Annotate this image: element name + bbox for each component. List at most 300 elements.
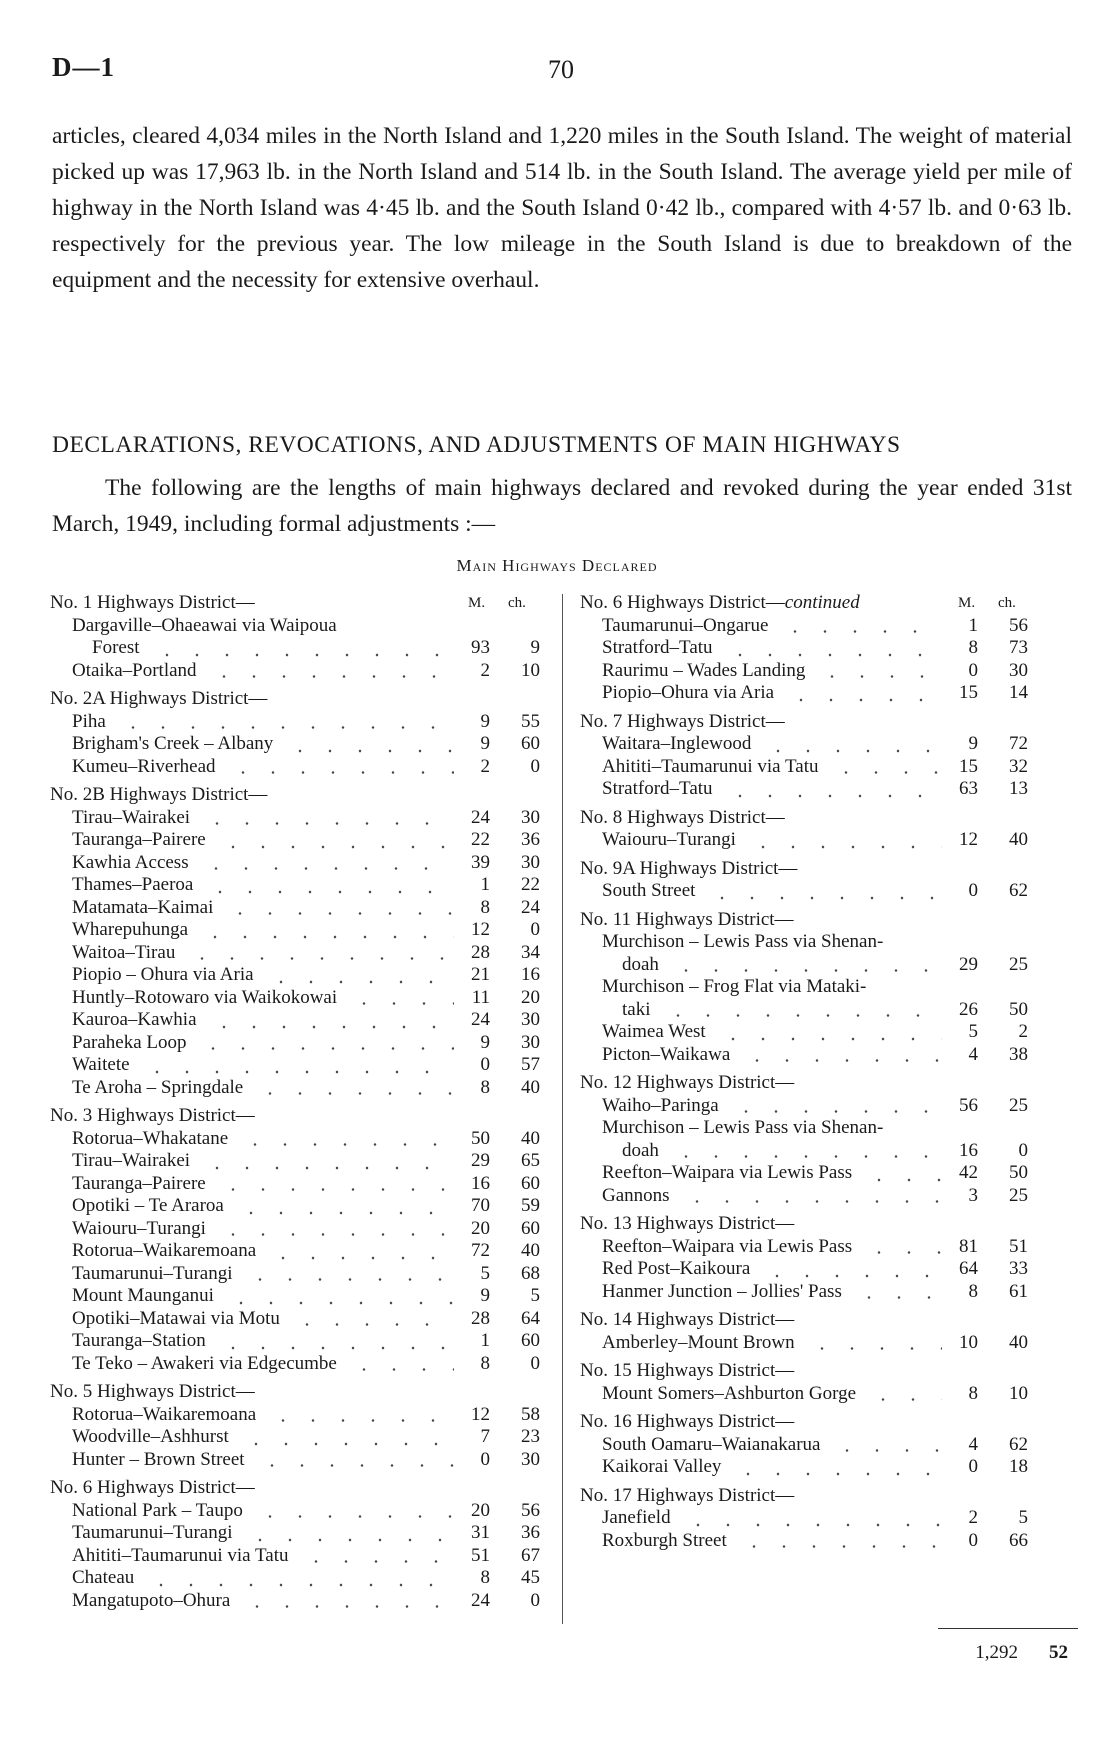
highway-name: South Oamaru–Waianakarua — [602, 1433, 821, 1455]
chains-value: 40 — [521, 1127, 540, 1149]
chains-value: 30 — [521, 1031, 540, 1053]
leader-dots — [142, 1567, 454, 1590]
leader-dots — [253, 1449, 454, 1472]
district-heading-text: No. 6 Highways District— — [50, 1477, 255, 1498]
chains-value: 57 — [521, 1054, 540, 1075]
miles-value: 7 — [480, 1426, 490, 1447]
district-heading — [580, 1309, 1074, 1332]
highway-name: Stratford–Tatu — [602, 778, 713, 799]
miles-value: 42 — [959, 1162, 978, 1183]
highway-name: Tauranga–Pairere — [72, 829, 206, 850]
chains-value: 2 — [1018, 1021, 1028, 1042]
miles-value: 8 — [968, 637, 978, 658]
miles-value: 0 — [968, 659, 978, 681]
district-heading-text: No. 17 Highways District— — [580, 1484, 795, 1506]
leader-dots — [236, 1128, 454, 1151]
district-heading — [50, 1105, 555, 1128]
miles-value: 5 — [968, 1021, 978, 1042]
miles-value: 1 — [968, 614, 978, 636]
highway-name: Tauranga–Pairere — [72, 1172, 206, 1194]
chains-value: 51 — [1009, 1235, 1028, 1257]
miles-value: 10 — [959, 1331, 978, 1353]
unit-chains: ch. — [998, 595, 1016, 611]
highway-name: Waitoa–Tirau — [72, 941, 176, 963]
chains-value: 50 — [1009, 1162, 1028, 1183]
table-row — [50, 733, 555, 756]
table-row — [580, 1281, 1074, 1304]
miles-value: 0 — [480, 1448, 490, 1470]
chains-value: 60 — [521, 1172, 540, 1194]
district-heading — [580, 592, 1074, 615]
chains-value: 20 — [521, 986, 540, 1008]
highway-name: Reefton–Waipara via Lewis Pass — [602, 1235, 853, 1257]
chains-value: 56 — [521, 1499, 540, 1521]
leader-dots — [860, 1236, 942, 1259]
district-heading — [50, 592, 555, 615]
leader-dots — [214, 1173, 454, 1196]
district-heading-text: No. 7 Highways District— — [580, 710, 785, 732]
miles-value: 29 — [959, 953, 978, 975]
highway-name: doah — [622, 953, 659, 975]
highway-name: National Park – Taupo — [72, 1499, 243, 1521]
leader-dots — [714, 1021, 942, 1044]
highway-name: Matamata–Kaimai — [72, 896, 214, 918]
page-number: 70 — [548, 55, 574, 84]
leader-dots — [198, 807, 454, 830]
chains-value: 32 — [1009, 755, 1028, 777]
table-row — [580, 1140, 1074, 1163]
total-miles: 1,292 — [975, 1642, 1018, 1663]
chains-value: 14 — [1009, 682, 1028, 703]
table-row — [50, 1545, 555, 1568]
chains-value: 13 — [1009, 778, 1028, 799]
district-heading — [580, 807, 1074, 830]
table-row — [50, 874, 555, 897]
table-row — [50, 1500, 555, 1523]
table-row — [580, 1530, 1074, 1553]
leader-dots — [729, 1456, 942, 1479]
chains-value: 0 — [530, 919, 540, 940]
highway-name: Mount Maunganui — [72, 1285, 214, 1306]
chains-value: 62 — [1009, 880, 1028, 901]
table-row — [580, 1456, 1074, 1479]
miles-value: 8 — [480, 1076, 490, 1098]
miles-value: 2 — [968, 1507, 978, 1528]
chains-value: 22 — [521, 874, 540, 895]
leader-dots — [114, 711, 454, 734]
chains-value: 10 — [521, 659, 540, 681]
chains-value: 30 — [521, 851, 540, 873]
table-row — [50, 1285, 555, 1308]
leader-dots — [148, 637, 454, 660]
leader-dots — [782, 682, 942, 705]
table-row — [580, 931, 1074, 954]
miles-value: 72 — [471, 1240, 490, 1261]
district-heading — [580, 1485, 1074, 1508]
chains-value: 5 — [530, 1285, 540, 1306]
table-row — [50, 829, 555, 852]
table-subtitle: Main Highways Declared — [456, 556, 658, 575]
section-intro: The following are the lengths of main highways declared and revoked during the year ended 31st March, 1949, including formal adjustments :— — [52, 475, 1072, 537]
miles-value: 2 — [480, 659, 490, 681]
miles-value: 12 — [471, 919, 490, 940]
leader-dots — [735, 1530, 942, 1553]
leader-dots — [703, 880, 942, 903]
leader-dots — [222, 1285, 454, 1308]
miles-value: 31 — [471, 1522, 490, 1543]
district-heading-text: No. 2B Highways District— — [50, 784, 268, 805]
table-row — [580, 1383, 1074, 1406]
leader-dots — [221, 897, 454, 920]
leader-dots — [138, 1054, 454, 1077]
miles-value: 8 — [968, 1382, 978, 1404]
leader-dots — [828, 1434, 942, 1457]
leader-dots — [678, 1185, 942, 1208]
leader-dots — [238, 1590, 454, 1613]
miles-value: 15 — [959, 682, 978, 703]
highway-name: Forest — [92, 637, 140, 658]
highway-name: doah — [622, 1139, 659, 1161]
highway-name: Huntly–Rotowaro via Waikokowai — [72, 986, 338, 1008]
table-row — [580, 660, 1074, 683]
table-row — [50, 1173, 555, 1196]
highway-name: Te Aroha – Springdale — [72, 1076, 244, 1098]
table-row — [580, 1507, 1074, 1530]
miles-value: 1 — [480, 874, 490, 895]
leader-dots — [776, 615, 942, 638]
leader-dots — [241, 1263, 454, 1286]
table-row — [580, 880, 1074, 903]
table-row — [50, 1404, 555, 1427]
district-heading — [580, 1213, 1074, 1236]
chains-value: 65 — [521, 1150, 540, 1171]
miles-value: 21 — [471, 964, 490, 985]
table-row — [50, 711, 555, 734]
table-row — [580, 999, 1074, 1022]
chains-value: 64 — [521, 1307, 540, 1329]
table-row — [580, 1021, 1074, 1044]
highway-name: Kaikorai Valley — [602, 1456, 722, 1477]
table-row — [580, 733, 1074, 756]
miles-value: 0 — [968, 1529, 978, 1551]
district-block — [580, 711, 1074, 801]
leader-dots — [827, 756, 942, 779]
table-row — [580, 1185, 1074, 1208]
chains-value: 16 — [521, 964, 540, 985]
district-block — [50, 784, 555, 1099]
highway-name: Piopio – Ohura via Aria — [72, 964, 254, 985]
highway-name: Red Post–Kaikoura — [602, 1258, 751, 1279]
district-block — [580, 1485, 1074, 1553]
highway-name: Hunter – Brown Street — [72, 1448, 245, 1470]
district-heading-text: No. 1 Highways District— — [50, 592, 255, 613]
table-row — [50, 964, 555, 987]
table-row — [580, 1434, 1074, 1457]
section-title: DECLARATIONS, REVOCATIONS, AND ADJUSTMENTS OF MAIN HIGHWAYS — [52, 432, 901, 458]
miles-value: 50 — [471, 1127, 490, 1149]
district-heading-text: No. 6 Highways District— — [580, 592, 785, 613]
table-row — [580, 778, 1074, 801]
miles-value: 56 — [959, 1094, 978, 1116]
district-heading — [50, 784, 555, 807]
district-heading-text: No. 14 Highways District— — [580, 1309, 795, 1330]
leader-dots — [197, 852, 454, 875]
miles-value: 20 — [471, 1217, 490, 1239]
highway-name: Tauranga–Station — [72, 1330, 206, 1351]
chains-value: 18 — [1009, 1456, 1028, 1477]
miles-value: 64 — [959, 1258, 978, 1279]
table-row — [50, 1009, 555, 1032]
chains-value: 60 — [521, 733, 540, 754]
highway-name: Chateau — [72, 1567, 135, 1588]
leader-dots — [232, 1195, 454, 1218]
district-heading — [50, 1381, 555, 1404]
chains-value: 59 — [521, 1195, 540, 1216]
highway-name: Reefton–Waipara via Lewis Pass — [602, 1162, 853, 1183]
right-column — [580, 592, 1074, 1558]
table-row — [50, 615, 555, 638]
highway-name: Kumeu–Riverhead — [72, 755, 216, 777]
leader-dots — [198, 1150, 454, 1173]
miles-value: 24 — [471, 1589, 490, 1611]
highway-name: Tirau–Wairakei — [72, 1150, 191, 1171]
chains-value: 0 — [1018, 1139, 1028, 1161]
chains-value: 66 — [1009, 1529, 1028, 1551]
leader-dots — [214, 1330, 454, 1353]
leader-dots — [214, 829, 454, 852]
miles-value: 0 — [968, 1456, 978, 1477]
table-row — [580, 1332, 1074, 1355]
table-row — [50, 1426, 555, 1449]
chains-value: 30 — [521, 1009, 540, 1030]
miles-value: 2 — [480, 755, 490, 777]
highway-name: Hanmer Junction – Jollies' Pass — [602, 1280, 842, 1302]
highway-name: Gannons — [602, 1184, 670, 1206]
miles-value: 16 — [959, 1139, 978, 1161]
total-chains: 52 — [1049, 1642, 1068, 1663]
district-block — [50, 592, 555, 682]
leader-dots — [194, 1032, 454, 1055]
table-row — [50, 1590, 555, 1613]
table-row — [50, 1308, 555, 1331]
miles-value: 11 — [471, 986, 490, 1008]
chains-value: 50 — [1009, 998, 1028, 1020]
district-block — [580, 807, 1074, 852]
highway-name: Dargaville–Ohaeawai via Waipoua — [72, 614, 337, 636]
miles-value: 26 — [959, 998, 978, 1020]
district-heading — [580, 858, 1074, 881]
miles-value: 24 — [471, 806, 490, 828]
district-heading — [580, 1411, 1074, 1434]
miles-value: 9 — [480, 710, 490, 732]
district-block — [50, 688, 555, 778]
district-block — [50, 1477, 555, 1612]
table-row — [50, 1353, 555, 1376]
leader-dots — [659, 999, 942, 1022]
chains-value: 73 — [1009, 637, 1028, 658]
miles-value: 9 — [480, 733, 490, 754]
chains-value: 25 — [1009, 1184, 1028, 1206]
highway-name: Otaika–Portland — [72, 659, 197, 681]
chains-value: 24 — [521, 896, 540, 918]
table-row — [50, 1195, 555, 1218]
table-row — [50, 1522, 555, 1545]
leader-dots — [721, 637, 942, 660]
leader-dots — [224, 756, 454, 779]
table-row — [50, 807, 555, 830]
table-row — [580, 1044, 1074, 1067]
table-row — [50, 1449, 555, 1472]
leader-dots — [214, 1218, 454, 1241]
highway-name: Waimea West — [602, 1021, 706, 1042]
leader-dots — [850, 1281, 942, 1304]
table-row — [50, 987, 555, 1010]
header-reference: D—1 — [52, 52, 115, 82]
miles-value: 93 — [471, 637, 490, 658]
highway-name: Taumarunui–Turangi — [72, 1262, 233, 1284]
table-row — [50, 1263, 555, 1286]
table-row — [50, 1128, 555, 1151]
district-heading-text: No. 13 Highways District— — [580, 1213, 795, 1234]
chains-value: 40 — [521, 1076, 540, 1098]
leader-dots — [288, 1308, 454, 1331]
chains-value: 45 — [521, 1567, 540, 1588]
highway-name: Raurimu – Wades Landing — [602, 659, 806, 681]
highway-name: Kauroa–Kawhia — [72, 1009, 197, 1030]
table-row — [50, 637, 555, 660]
miles-value: 8 — [480, 896, 490, 918]
total-rule — [938, 1628, 1078, 1629]
highway-name: South Street — [602, 880, 696, 901]
miles-value: 12 — [471, 1403, 490, 1425]
district-heading-text: No. 8 Highways District— — [580, 806, 785, 828]
miles-value: 15 — [959, 755, 978, 777]
leader-dots — [727, 1095, 942, 1118]
miles-value: 9 — [480, 1285, 490, 1306]
leader-dots — [803, 1332, 942, 1355]
district-heading — [50, 1477, 555, 1500]
district-block — [580, 592, 1074, 705]
chains-value: 62 — [1009, 1433, 1028, 1455]
highway-name: taki — [622, 998, 651, 1020]
table-row — [580, 954, 1074, 977]
chains-value: 60 — [521, 1330, 540, 1351]
chains-value: 30 — [1009, 659, 1028, 681]
chains-value: 30 — [521, 1448, 540, 1470]
table-row — [50, 1218, 555, 1241]
leader-dots — [667, 954, 942, 977]
leader-dots — [196, 919, 454, 942]
table-row — [50, 660, 555, 683]
highway-name: Piopio–Ohura via Aria — [602, 682, 775, 703]
miles-value: 4 — [968, 1043, 978, 1065]
miles-value: 4 — [968, 1433, 978, 1455]
chains-value: 40 — [521, 1240, 540, 1261]
leader-dots — [205, 660, 454, 683]
table-row — [50, 942, 555, 965]
table-row — [580, 1117, 1074, 1140]
highway-name: Waiouru–Turangi — [602, 829, 736, 850]
leader-dots — [241, 1522, 454, 1545]
chains-value: 5 — [1018, 1507, 1028, 1528]
highway-name: Rotorua–Whakatane — [72, 1127, 229, 1149]
highway-name: Waiouru–Turangi — [72, 1217, 206, 1239]
miles-value: 9 — [480, 1031, 490, 1053]
highway-name: Opotiki – Te Araroa — [72, 1195, 224, 1216]
chains-value: 61 — [1009, 1280, 1028, 1302]
leader-dots — [345, 987, 454, 1010]
leader-dots — [262, 964, 454, 987]
highway-name: Thames–Paeroa — [72, 874, 194, 895]
leader-dots — [864, 1383, 942, 1406]
highway-name: Stratford–Tatu — [602, 637, 713, 658]
miles-value: 1 — [480, 1330, 490, 1351]
miles-value: 29 — [471, 1150, 490, 1171]
leader-dots — [183, 942, 454, 965]
column-divider — [562, 594, 563, 1624]
leader-dots — [251, 1500, 454, 1523]
table-row — [50, 1330, 555, 1353]
table-row — [580, 1258, 1074, 1281]
highway-name: Mount Somers–Ashburton Gorge — [602, 1382, 857, 1404]
miles-value: 63 — [959, 778, 978, 799]
miles-value: 24 — [471, 1009, 490, 1030]
table-row — [580, 829, 1074, 852]
chains-value: 40 — [1009, 829, 1028, 850]
chains-value: 23 — [521, 1426, 540, 1447]
highway-name: Paraheka Loop — [72, 1031, 187, 1053]
highway-name: Tirau–Wairakei — [72, 806, 191, 828]
leader-dots — [667, 1140, 942, 1163]
miles-value: 20 — [471, 1499, 490, 1521]
leader-dots — [721, 778, 942, 801]
district-heading-text: No. 15 Highways District— — [580, 1360, 795, 1381]
miles-value: 3 — [968, 1184, 978, 1206]
leader-dots — [264, 1240, 454, 1263]
district-heading — [580, 1072, 1074, 1095]
highway-name: Wharepuhunga — [72, 919, 189, 940]
miles-value: 0 — [480, 1054, 490, 1075]
highway-name: Taumarunui–Ongarue — [602, 614, 769, 636]
chains-value: 72 — [1009, 733, 1028, 754]
district-heading-text: No. 12 Highways District— — [580, 1072, 795, 1093]
table-row — [580, 682, 1074, 705]
chains-value: 9 — [530, 637, 540, 658]
highway-name: Murchison – Lewis Pass via Shenan- — [602, 931, 884, 952]
chains-value: 60 — [521, 1217, 540, 1239]
highway-name: Waiho–Paringa — [602, 1094, 719, 1116]
leader-dots — [281, 733, 454, 756]
table-row — [580, 1095, 1074, 1118]
miles-value: 28 — [471, 941, 490, 963]
district-block — [580, 858, 1074, 903]
chains-value: 0 — [530, 1589, 540, 1611]
leader-dots — [759, 733, 942, 756]
chains-value: 0 — [530, 755, 540, 777]
highway-name: Amberley–Mount Brown — [602, 1331, 795, 1353]
unit-miles: M. — [958, 595, 976, 611]
miles-value: 16 — [471, 1172, 490, 1194]
chains-value: 68 — [521, 1262, 540, 1284]
miles-value: 81 — [959, 1235, 978, 1257]
intro-paragraph: articles, cleared 4,034 miles in the North Island and 1,220 miles in the South Island. The weight of material picked up was 17,963 lb. in the North Island and 514 lb. in the South Island. The average yield per mile of highway in the North Island was 4·45 lb. and the South Island 0·42 lb., compared with 4·57 lb. and 0·63 lb. respectively for the previous year. The low mileage in the South Island is due to breakdown of the equipment and the necessity for extensive overhaul. — [52, 123, 1072, 293]
highway-name: Waitara–Inglewood — [602, 733, 752, 754]
table-row — [50, 1567, 555, 1590]
district-block — [50, 1105, 555, 1375]
district-heading — [580, 1360, 1074, 1383]
unit-chains: ch. — [508, 595, 526, 611]
leader-dots — [205, 1009, 454, 1032]
